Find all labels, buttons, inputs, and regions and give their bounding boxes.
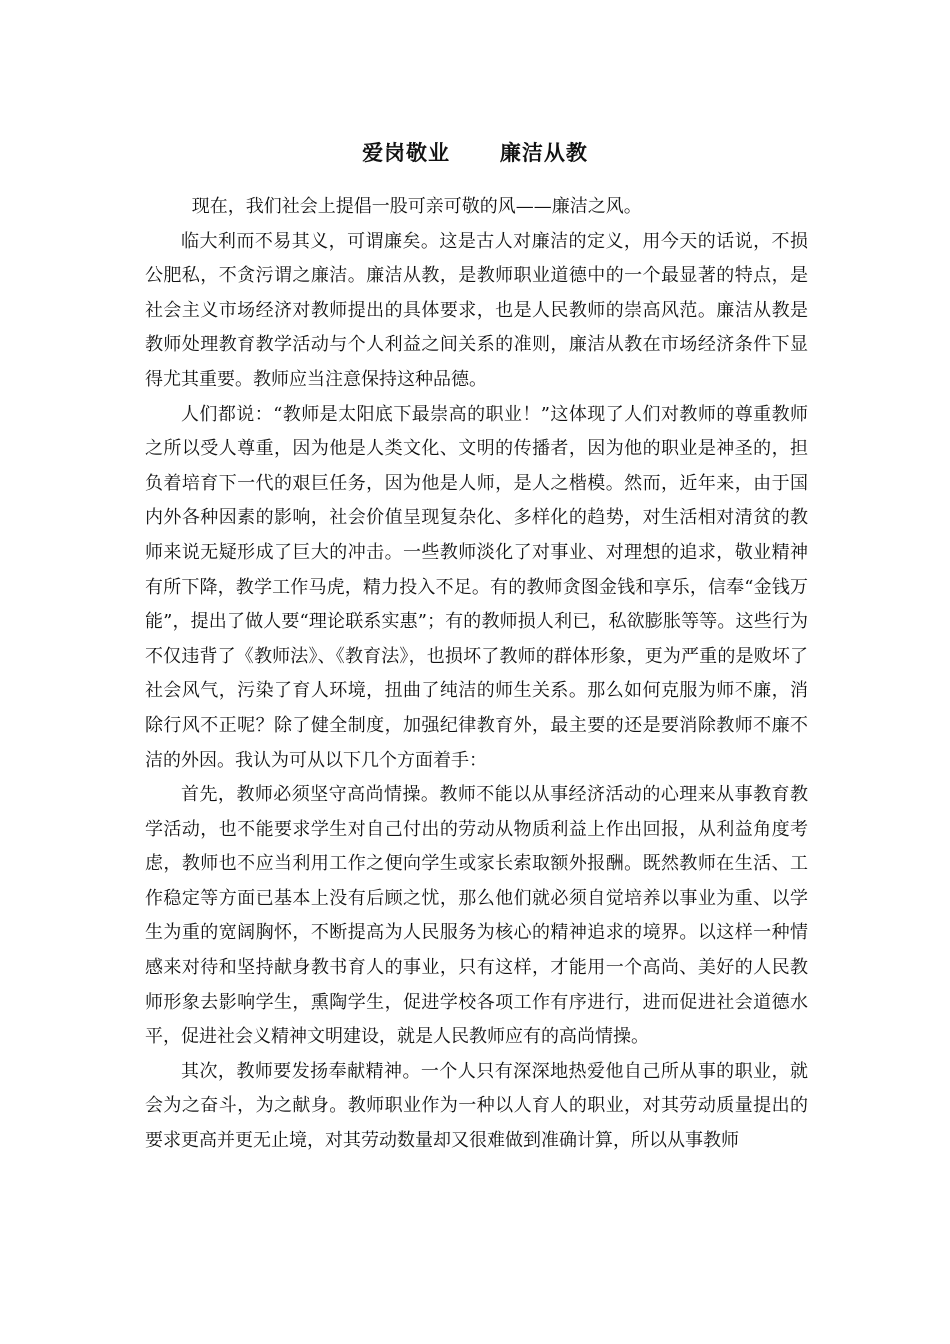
document-body — [145, 190, 808, 1159]
paragraph-5: 其次，教师要发扬奉献精神。一个人只有深深地热爱他自己所从事的职业，就会为之奋斗，为之献身。教师职业作为一种以人育人的职业，对其劳动质量提出的要求更高并更无止境，对其劳动数量却又很难做到准确计算，所以从事教师 — [145, 1060, 808, 1152]
paragraph-4: 首先，教师必须坚守高尚情操。教师不能以从事经济活动的心理来从事教育教学活动，也不能要求学生对自己付出的劳动从物质利益上作出回报，从利益角度考虑，教师也不应当利用工作之便向学生或家长索取额外报酬。既然教师在生活、工作稳定等方面已基本上没有后顾之忧，那么他们就必须自觉培养以事业为重、以学生为重的宽阔胸怀，不断提高为人民服务为核心的精神追求的境界。以这样一种情感来对待和坚持献身教书育人的事业，只有这样，才能用一个高尚、美好的人民教师形象去影响学生，熏陶学生，促进学校各项工作有序进行，进而促进社会道德水平，促进社会义精神文明建设，就是人民教师应有的高尚情操。 — [145, 784, 808, 1048]
paragraph-1: 现在，我们社会上提倡一股可亲可敬的风——廉洁之风。 — [191, 196, 642, 217]
paragraph-3: 人们都说：“教师是太阳底下最崇高的职业！”这体现了人们对教师的尊重教师之所以受人尊重，因为他是人类文化、文明的传播者，因为他的职业是神圣的，担负着培育下一代的艰巨任务，因为他是人师，是人之楷模。然而，近年来，由于国内外各种因素的影响，社会价值呈现复杂化、多样化的趋势，对生活相对清贫的教师来说无疑形成了巨大的冲击。一些教师淡化了对事业、对理想的追求，敬业精神有所下降，教学工作马虎，精力投入不足。有的教师贪图金钱和享乐，信奉“金钱万能”，提出了做人要“理论联系实惠”；有的教师损人利已，私欲膨胀等等。这些行为不仅违背了《教师法》、《教育法》，也损坏了教师的群体形象，更为严重的是败坏了社会风气，污染了育人环境，扭曲了纯洁的师生关系。那么如何克服为师不廉，消除行风不正呢？除了健全制度，加强纪律教育外，最主要的还是要消除教师不廉不洁的外因。我认为可从以下几个方面着手： — [145, 403, 808, 771]
document-title: 爱岗敬业 廉洁从教 — [362, 141, 588, 166]
paragraph-2: 临大利而不易其义，可谓廉矣。这是古人对廉洁的定义，用今天的话说，不损公肥私，不贪污谓之廉洁。廉洁从教，是教师职业道德中的一个最显著的特点，是社会主义市场经济对教师提出的具体要求，也是人民教师的崇高风范。廉洁从教是教师处理教育教学活动与个人利益之间关系的准则，廉洁从教在市场经济条件下显得尤其重要。教师应当注意保持这种品德。 — [145, 230, 808, 390]
